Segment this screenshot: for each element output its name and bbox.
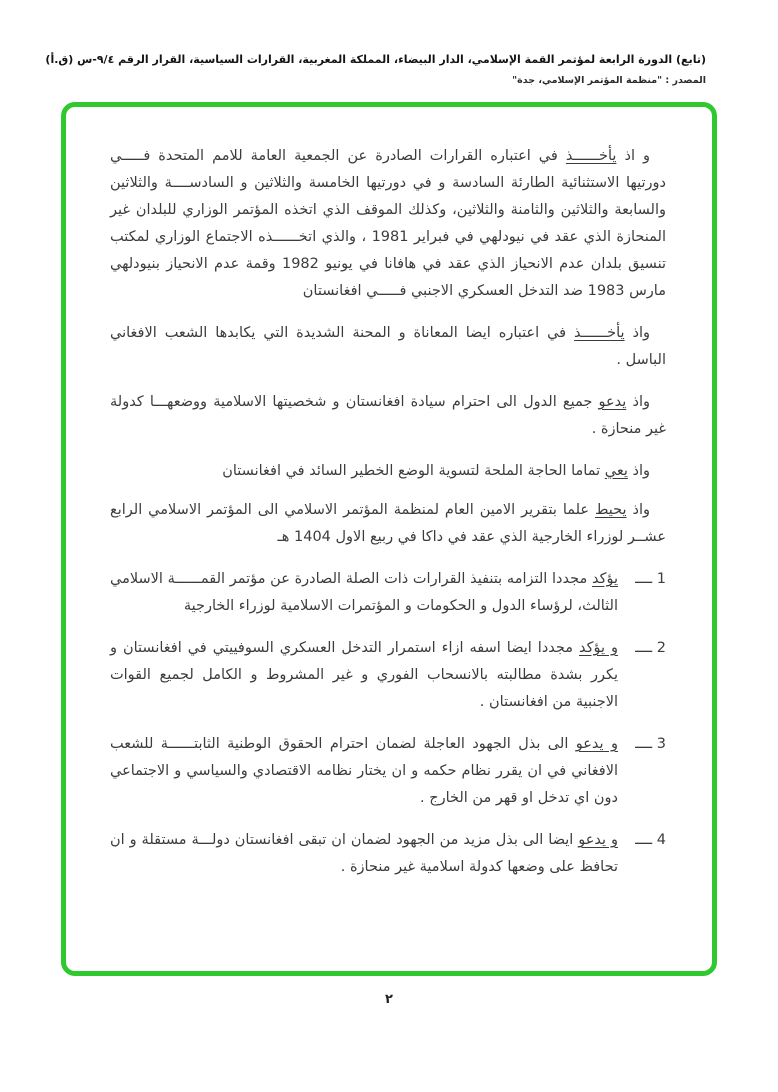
operative-verb: و يؤكد: [579, 639, 619, 656]
item-text: [110, 635, 618, 716]
item-number: 2 ــــ: [635, 639, 666, 656]
paragraph-text: واذ: [632, 501, 651, 518]
operative-item: [110, 635, 666, 716]
paragraph-text: ايضا الى بذل مزيد من الجهود لضمان ان تبقى افغانستان دولـــة مستقلة و ان تحافظ على وضعها كدولة اسلامية غير منحازة .: [110, 831, 618, 875]
item-number: 4 ــــ: [635, 831, 666, 848]
header-title: (تابع) الدورة الرابعة لمؤتمر القمة الإسلامي، الدار البيضاء، المملكة المغربية، القرارات السياسية، القرار الرقم ٩/٤-س (ق.أ): [45, 53, 706, 66]
paragraph-text: واذ: [632, 324, 651, 341]
paragraph-text: مجددا ايضا اسفه ازاء استمرار التدخل العسكري السوفييتي في افغانستان و يكرر بشدة مطالبته بالانسحاب الفوري و غير المشروط و الكامل لجميع القوات الاجنبية من افغانستان .: [110, 639, 618, 710]
operative-verb: يأخــــــذ: [574, 324, 625, 341]
paragraph-text: واذ: [632, 462, 650, 479]
paragraph-text: واذ: [632, 393, 651, 410]
paragraph-text: مجددا التزامه بتنفيذ القرارات ذات الصلة الصادرة عن مؤتمر القمــــــة الاسلامي الثالث، لرؤساء الدول و الحكومات و المؤتمرات الاسلامية لوزراء الخارجية: [110, 570, 618, 614]
paragraph-text: في اعتباره ايضا المعاناة و المحنة الشديدة التي يكابدها الشعب الافغاني الباسل .: [110, 324, 666, 368]
header-source-line: المصدر : "منظمة المؤتمر الإسلامي، جدة": [512, 74, 706, 86]
item-text: [110, 566, 618, 620]
item-text: [110, 731, 618, 812]
operative-item: [110, 566, 666, 620]
operative-verb: و يدعو: [578, 831, 618, 848]
operative-item: [110, 731, 666, 812]
item-number: 1 ــــ: [635, 570, 666, 587]
paragraph-text: الى بذل الجهود العاجلة لضمان احترام الحقوق الوطنية الثابتــــــة للشعب الافغاني في ان يقرر نظام حكمه و ان يختار نظامه الاقتصادي والسياسي و الاجتماعي دون اي تدخل او قهر من الخارج .: [110, 735, 618, 806]
page-number: ٢: [385, 991, 393, 1007]
preamble-paragraph: [110, 497, 666, 551]
preamble-paragraph: [110, 389, 666, 443]
operative-verb: يأخــــــذ: [565, 147, 617, 164]
preamble-paragraph: [110, 458, 666, 485]
paragraph-text: و اذ: [624, 147, 651, 164]
operative-verb: يحيط: [595, 501, 627, 518]
green-highlight-frame: [61, 102, 717, 976]
paragraph-text: تماما الحاجة الملحة لتسوية الوضع الخطير السائد في افغانستان: [222, 462, 601, 479]
scanned-text-body: [66, 107, 712, 924]
operative-verb: و يدعو: [575, 735, 618, 752]
document-header: [0, 0, 778, 86]
preamble-paragraph: [110, 143, 666, 305]
operative-verb: يؤكد: [591, 570, 619, 587]
paragraph-text: علما بتقرير الامين العام لمنظمة المؤتمر الاسلامي الى المؤتمر الاسلامي الرابع عشــر لوزراء الخارجية الذي عقد في داكا في ربيع الاول 1404 هـ: [110, 501, 666, 545]
preamble-paragraph: [110, 320, 666, 374]
operative-verb: يعي: [604, 462, 628, 479]
paragraph-text: في اعتباره القرارات الصادرة عن الجمعية العامة للامم المتحدة فـــــي دورتيها الاستثنائية الطارئة السادسة و في دورتيها الخامسة والثلاثين و السادســــة والثلاثين والسابعة والثلاثين والثامنة والثلاثين، وكذلك الموقف الذي اتخذه المؤتمر الوزاري للبلدان غير المنحازة الذي عقد في نيودلهي في فبراير 1981 ، والذي اتخــــــذه الاجتماع الوزاري لمكتب تنسيق بلدان عدم الانحياز الذي عقد في هافانا في يونيو 1982 وقمة عدم الانحياز بنيودلهي مارس 1983 ضد التدخل العسكري الاجنبي فـــــي افغانستان: [110, 147, 666, 299]
item-number: 3 ــــ: [635, 735, 666, 752]
item-text: [110, 827, 618, 881]
operative-item: [110, 827, 666, 881]
operative-verb: يدعو: [598, 393, 627, 410]
paragraph-text: جميع الدول الى احترام سيادة افغانستان و شخصيتها الاسلامية ووضعهـــا كدولة غير منحازة .: [110, 393, 666, 437]
